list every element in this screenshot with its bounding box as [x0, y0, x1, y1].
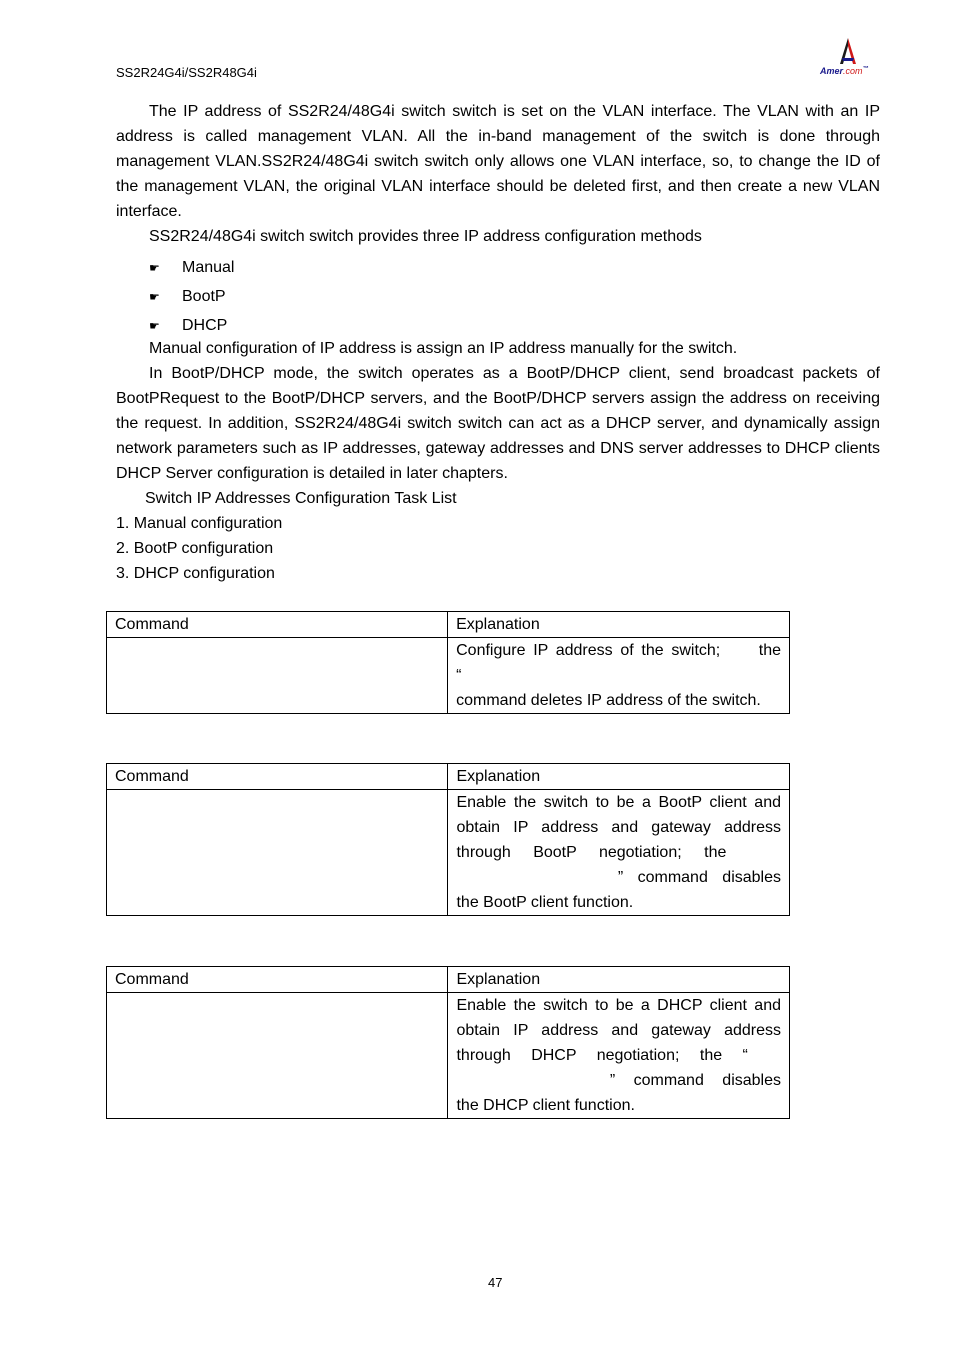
explanation-column-header: Explanation — [448, 612, 790, 638]
logo-tm: ™ — [862, 66, 869, 72]
explanation-cell — [448, 790, 790, 916]
explanation-line: the BootP client function. — [456, 894, 634, 911]
explanation-cell — [448, 993, 790, 1119]
table-header-row — [107, 612, 790, 638]
task-list-item: 3. DHCP configuration — [116, 565, 275, 582]
table-header-row — [107, 764, 790, 790]
method-label: DHCP — [182, 317, 228, 334]
task-list-item: 1. Manual configuration — [116, 515, 283, 532]
bootp-config-table — [106, 763, 790, 916]
method-list-item — [149, 257, 234, 279]
page-number: 47 — [488, 1275, 503, 1290]
explanation-column-header: Explanation — [448, 764, 790, 790]
document-header-title: SS2R24G4i/SS2R48G4i — [116, 65, 257, 80]
task-list-item: 2. BootP configuration — [116, 540, 274, 557]
method-list-item — [149, 286, 226, 308]
manual-config-paragraph: Manual configuration of IP address is assign an IP address manually for the switch. — [149, 340, 738, 357]
method-list-item — [149, 315, 227, 337]
intro-paragraph-methods: SS2R24/48G4i switch switch provides three IP address configuration methods — [149, 228, 702, 245]
explanation-column-header: Explanation — [448, 967, 790, 993]
explanation-line: Configure IP address of the switch; the — [456, 642, 781, 659]
dhcp-config-table — [106, 966, 790, 1119]
logo-text: Amer — [820, 66, 844, 76]
command-cell — [107, 790, 448, 916]
table-row — [107, 993, 790, 1119]
command-column-header: Command — [107, 764, 448, 790]
pointing-hand-icon: ☛ — [149, 319, 160, 333]
explanation-line: the DHCP client function. — [456, 1097, 635, 1114]
logo-triangle-icon — [820, 36, 876, 68]
command-cell — [107, 993, 448, 1119]
explanation-line: ” command disables — [609, 1072, 781, 1089]
logo-domain: .com — [843, 66, 863, 76]
explanation-line: through BootP negotiation; the — [456, 844, 727, 861]
command-column-header: Command — [107, 612, 448, 638]
task-list-title: Switch IP Addresses Configuration Task List — [145, 490, 457, 507]
explanation-cell — [448, 638, 790, 714]
explanation-line: obtain IP address and gateway address — [456, 1022, 781, 1039]
command-column-header: Command — [107, 967, 448, 993]
explanation-line: command deletes IP address of the switch. — [456, 692, 761, 709]
intro-paragraph-vlan: The IP address of SS2R24/48G4i switch switch is set on the VLAN interface. The VLAN with an IP address is called management VLAN. All the in-band management of the switch is done through management VLAN.SS2R24/48G4i switch switch only allows one VLAN interface, so, to change the ID of the management VLAN, the original VLAN interface should be deleted first, and then create a new VLAN interface. — [116, 103, 880, 220]
amer-logo — [820, 36, 876, 82]
explanation-line: obtain IP address and gateway address — [456, 819, 781, 836]
command-cell — [107, 638, 448, 714]
manual-config-table — [106, 611, 790, 714]
explanation-line: Enable the switch to be a BootP client and — [456, 794, 781, 811]
method-label: Manual — [182, 259, 235, 276]
table-row — [107, 638, 790, 714]
logo-wordmark — [820, 66, 869, 76]
method-label: BootP — [182, 288, 226, 305]
explanation-line: through DHCP negotiation; the “ — [456, 1047, 748, 1064]
pointing-hand-icon: ☛ — [149, 290, 160, 304]
explanation-line: “ — [456, 667, 462, 684]
pointing-hand-icon: ☛ — [149, 261, 160, 275]
table-header-row — [107, 967, 790, 993]
bootp-dhcp-paragraph: In BootP/DHCP mode, the switch operates as a BootP/DHCP client, send broadcast packets of BootPRequest to the BootP/DHCP servers, and the BootP/DHCP servers assign the address on receiving the request. In addition, SS2R24/48G4i switch switch can act as a DHCP server, and dynamically assign network parameters such as IP addresses, gateway addresses and DNS server addresses to DHCP clients DHCP Server configuration is detailed in later chapters. — [116, 365, 880, 482]
table-row — [107, 790, 790, 916]
explanation-line: ” command disables — [617, 869, 781, 886]
explanation-line: Enable the switch to be a DHCP client and — [456, 997, 781, 1014]
